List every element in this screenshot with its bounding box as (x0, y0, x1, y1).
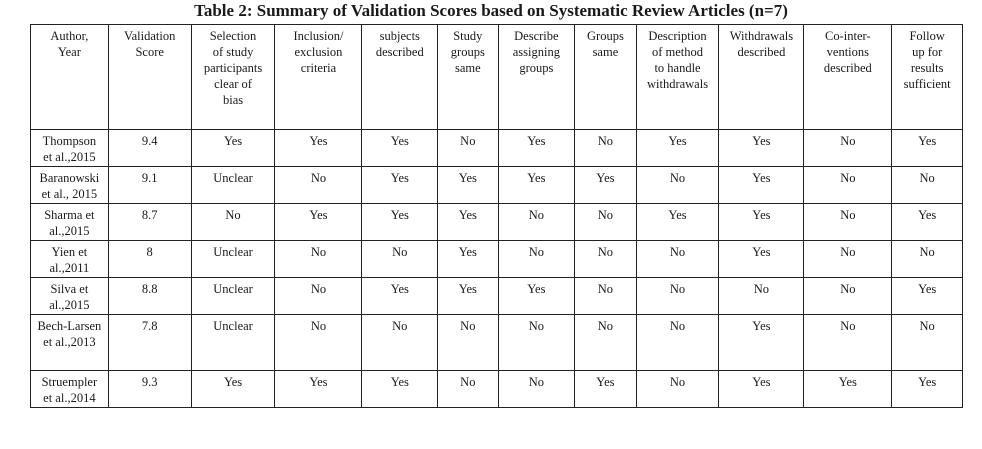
score-cell: 9.4 (108, 130, 191, 167)
author-line: Struempler (41, 375, 98, 389)
table-row (31, 241, 963, 278)
author-cell (31, 278, 109, 315)
table-row (31, 130, 963, 167)
criteria-cell: Yes (362, 167, 438, 204)
criteria-cell: Yes (719, 130, 804, 167)
score-cell: 7.8 (108, 315, 191, 371)
criteria-cell: Yes (498, 278, 575, 315)
author-line: al.,2015 (49, 298, 90, 312)
criteria-cell: No (275, 315, 362, 371)
criteria-cell: No (575, 278, 636, 315)
column-header-line: of method (652, 45, 704, 59)
column-header (191, 25, 275, 130)
table-row (31, 371, 963, 408)
criteria-cell: Yes (719, 204, 804, 241)
column-header-line: described (823, 61, 872, 75)
author-cell (31, 371, 109, 408)
criteria-cell: No (438, 371, 498, 408)
column-header-line: Groups (587, 29, 624, 43)
criteria-cell: No (575, 241, 636, 278)
criteria-cell: No (275, 167, 362, 204)
criteria-cell: Yes (362, 278, 438, 315)
score-cell: 8.8 (108, 278, 191, 315)
criteria-cell: No (636, 278, 719, 315)
column-header (438, 25, 498, 130)
criteria-cell: Yes (438, 204, 498, 241)
column-header-line: Score (135, 45, 164, 59)
criteria-cell: No (498, 241, 575, 278)
column-header-line: Inclusion/ (293, 29, 344, 43)
criteria-cell: Yes (498, 167, 575, 204)
column-header-line: subjects (379, 29, 420, 43)
criteria-cell: No (575, 204, 636, 241)
criteria-cell: Yes (892, 130, 963, 167)
criteria-cell: Yes (575, 167, 636, 204)
criteria-cell: Yes (719, 315, 804, 371)
column-header-line: Describe (514, 29, 559, 43)
criteria-cell: Yes (636, 130, 719, 167)
criteria-cell: No (362, 241, 438, 278)
column-header-line: Description (648, 29, 707, 43)
criteria-cell: Yes (362, 130, 438, 167)
column-header (108, 25, 191, 130)
author-line: et al.,2013 (43, 335, 96, 349)
column-header-line: up for (912, 45, 943, 59)
column-header-line: Withdrawals (729, 29, 794, 43)
author-line: Thompson (42, 134, 97, 148)
author-line: et al.,2014 (43, 391, 96, 405)
criteria-cell: Unclear (191, 167, 275, 204)
criteria-cell: Yes (892, 204, 963, 241)
criteria-cell: Yes (438, 278, 498, 315)
criteria-cell: Yes (275, 371, 362, 408)
criteria-cell: Yes (804, 371, 892, 408)
criteria-cell: Yes (438, 241, 498, 278)
column-header-line: described (375, 45, 424, 59)
column-header (575, 25, 636, 130)
column-header-line: bias (222, 93, 244, 107)
criteria-cell: Unclear (191, 315, 275, 371)
criteria-cell: Yes (892, 278, 963, 315)
column-header (636, 25, 719, 130)
header-row (31, 25, 963, 130)
author-line: Bech-Larsen (37, 319, 102, 333)
column-header-line: clear of (214, 77, 252, 91)
criteria-cell: No (636, 315, 719, 371)
column-header-line: Author, (50, 29, 89, 43)
column-header-line: groups (450, 45, 485, 59)
column-header (892, 25, 963, 130)
criteria-cell: No (636, 167, 719, 204)
validation-scores-table (30, 24, 963, 408)
score-cell: 8.7 (108, 204, 191, 241)
column-header-line: to handle (654, 61, 701, 75)
column-header-line: Follow (909, 29, 945, 43)
column-header-line: Validation (123, 29, 176, 43)
criteria-cell: Yes (575, 371, 636, 408)
criteria-cell: Yes (275, 130, 362, 167)
column-header-line: ventions (826, 45, 870, 59)
score-cell: 9.1 (108, 167, 191, 204)
author-cell (31, 130, 109, 167)
criteria-cell: No (804, 130, 892, 167)
criteria-cell: No (498, 204, 575, 241)
column-header-line: Co-inter- (825, 29, 871, 43)
criteria-cell: Unclear (191, 241, 275, 278)
column-header-line: described (737, 45, 786, 59)
column-header-line: Study (453, 29, 483, 43)
score-cell: 9.3 (108, 371, 191, 408)
author-cell (31, 167, 109, 204)
column-header-line: assigning (512, 45, 560, 59)
criteria-cell: Yes (498, 130, 575, 167)
column-header (498, 25, 575, 130)
author-line: et al., 2015 (41, 187, 98, 201)
author-cell (31, 241, 109, 278)
criteria-cell: No (362, 315, 438, 371)
column-header (719, 25, 804, 130)
criteria-cell: Unclear (191, 278, 275, 315)
criteria-cell: Yes (719, 241, 804, 278)
criteria-cell: Yes (892, 371, 963, 408)
author-line: Baranowski (39, 171, 100, 185)
criteria-cell: Yes (636, 204, 719, 241)
criteria-cell: No (498, 371, 575, 408)
criteria-cell: No (892, 315, 963, 371)
criteria-cell: Yes (362, 204, 438, 241)
author-line: Sharma et (44, 208, 95, 222)
table-title: Table 2: Summary of Validation Scores based on Systematic Review Articles (n=7) (194, 1, 788, 20)
criteria-cell: No (804, 315, 892, 371)
criteria-cell: No (575, 315, 636, 371)
author-line: al.,2011 (49, 261, 90, 275)
column-header-line: Selection (209, 29, 257, 43)
author-cell (31, 204, 109, 241)
criteria-cell: No (275, 241, 362, 278)
column-header-line: exclusion (294, 45, 343, 59)
column-header-line: withdrawals (646, 77, 709, 91)
criteria-cell: No (804, 167, 892, 204)
table-row (31, 167, 963, 204)
column-header-line: same (454, 61, 481, 75)
criteria-cell: No (498, 315, 575, 371)
author-line: al.,2015 (49, 224, 90, 238)
criteria-cell: No (575, 130, 636, 167)
criteria-cell: No (892, 241, 963, 278)
criteria-cell: No (719, 278, 804, 315)
author-line: Silva et (50, 282, 89, 296)
table-row (31, 278, 963, 315)
column-header-line: Year (57, 45, 81, 59)
column-header-line: participants (203, 61, 263, 75)
column-header-line: same (592, 45, 619, 59)
column-header (275, 25, 362, 130)
column-header-line: criteria (300, 61, 337, 75)
criteria-cell: No (275, 278, 362, 315)
criteria-cell: No (892, 167, 963, 204)
criteria-cell: No (804, 278, 892, 315)
column-header (31, 25, 109, 130)
table-row (31, 315, 963, 371)
author-line: Yien et (51, 245, 88, 259)
criteria-cell: Yes (275, 204, 362, 241)
column-header-line: of study (212, 45, 254, 59)
table-row (31, 204, 963, 241)
column-header-line: sufficient (903, 77, 951, 91)
criteria-cell: No (804, 204, 892, 241)
criteria-cell: Yes (719, 167, 804, 204)
criteria-cell: Yes (362, 371, 438, 408)
criteria-cell: Yes (191, 371, 275, 408)
criteria-cell: Yes (191, 130, 275, 167)
criteria-cell: Yes (719, 371, 804, 408)
score-cell: 8 (108, 241, 191, 278)
column-header-line: results (910, 61, 944, 75)
column-header (362, 25, 438, 130)
table-body (31, 130, 963, 408)
author-cell (31, 315, 109, 371)
criteria-cell: No (438, 130, 498, 167)
criteria-cell: Yes (438, 167, 498, 204)
criteria-cell: No (636, 371, 719, 408)
column-header-line: groups (519, 61, 554, 75)
column-header (804, 25, 892, 130)
criteria-cell: No (438, 315, 498, 371)
criteria-cell: No (636, 241, 719, 278)
criteria-cell: No (191, 204, 275, 241)
criteria-cell: No (804, 241, 892, 278)
author-line: et al.,2015 (43, 150, 96, 164)
